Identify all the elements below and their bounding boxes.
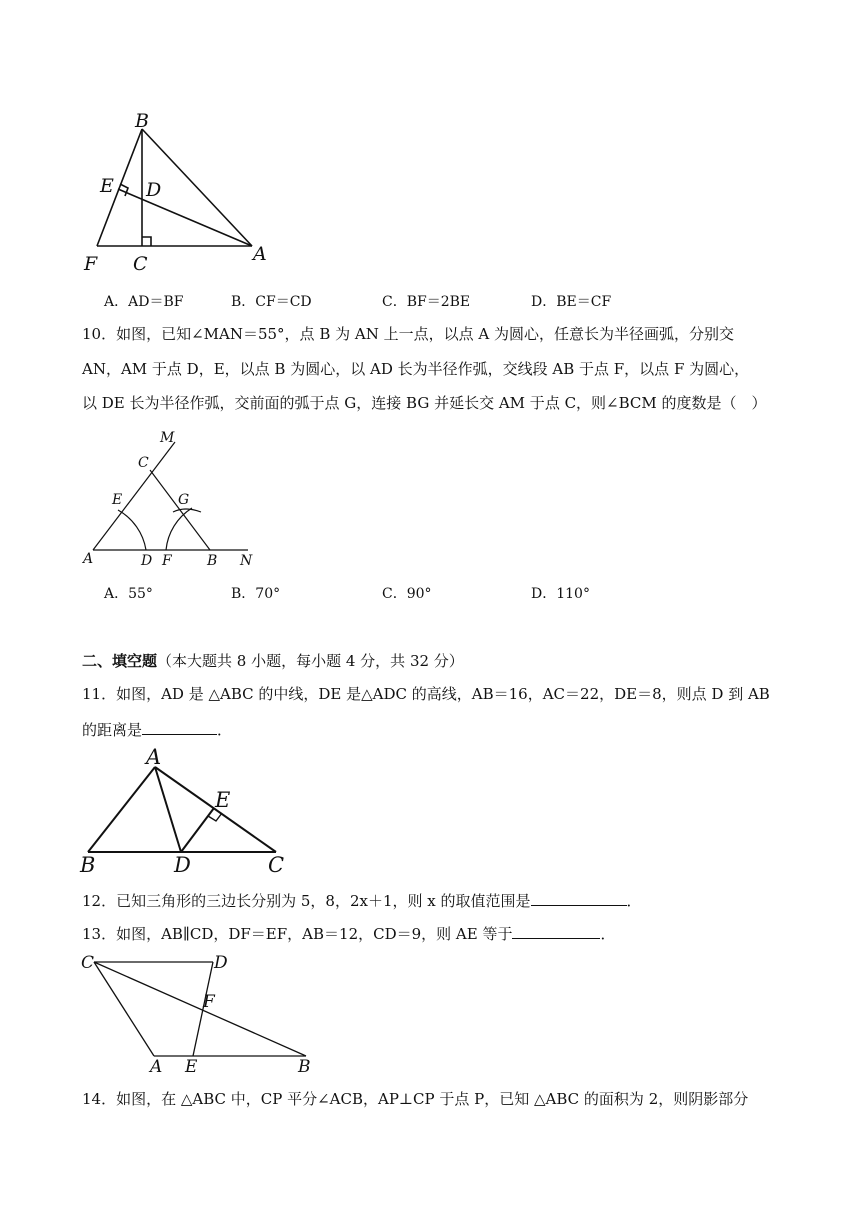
q11-line-2 (82, 718, 232, 740)
q11-prompt: 的距离是 (82, 721, 143, 739)
section-heading (82, 650, 464, 671)
segment-de (181, 808, 214, 852)
q9-option-a[interactable]: A．AD＝BF (104, 294, 184, 310)
segment-ad (155, 767, 181, 852)
q12-prompt: 12．已知三角形的三边长分别为 5，8，2x＋1，则 x 的取值范围是 (82, 892, 531, 910)
label-a: A (83, 551, 94, 567)
label-c: C (138, 455, 149, 471)
q13-answer-blank[interactable] (512, 922, 600, 939)
right-angle-mark-c (142, 237, 151, 246)
q10-line-2: AN，AM 于点 D，E，以点 B 为圆心，以 AD 长为半径作弧，交线段 AB 于点 F，以点 F 为圆心， (82, 360, 750, 378)
label-e: E (100, 175, 114, 197)
q13-period: ． (600, 925, 616, 943)
figure-q13 (80, 948, 320, 1078)
label-n: N (240, 553, 253, 569)
label-d: D (214, 953, 228, 973)
q9-option-c[interactable]: C．BF＝2BE (382, 294, 471, 310)
q10-option-d[interactable]: D．110° (531, 586, 590, 602)
arc-de (118, 510, 146, 550)
figure-q11 (80, 745, 300, 880)
label-a: A (146, 745, 162, 769)
q13-prompt: 13．如图，AB∥CD，DF＝EF，AB＝12，CD＝9，则 AE 等于 (82, 925, 513, 943)
q10-option-c[interactable]: C．90° (382, 586, 432, 602)
label-g: G (178, 492, 190, 508)
label-b: B (135, 110, 149, 132)
segment-ab (88, 767, 155, 852)
q10-line-1: 10．如图，已知∠MAN＝55°，点 B 为 AN 上一点，以点 A 为圆心，任意长为半径画弧，分别交 (82, 325, 734, 343)
q10-line-3: 以 DE 长为半径作弧，交前面的弧于点 G，连接 BG 并延长交 AM 于点 C，则∠BCM 的度数是（ ） (82, 394, 767, 412)
arc-fg (166, 508, 192, 550)
label-a: A (150, 1057, 163, 1077)
section-title: 二、填空题 (82, 652, 158, 670)
figure-q10 (80, 430, 280, 570)
q10-option-a[interactable]: A．55° (104, 586, 153, 602)
q12-answer-blank[interactable] (531, 889, 627, 906)
q11-period: ． (217, 721, 233, 739)
label-m: M (160, 430, 175, 446)
label-c: C (81, 953, 95, 973)
q9-option-d[interactable]: D．BE＝CF (531, 294, 612, 310)
q11-line-1: 11．如图，AD 是 △ABC 的中线，DE 是△ADC 的高线，AB＝16，AC＝22，DE＝8，则点 D 到 AB (82, 685, 770, 703)
label-f: F (162, 553, 172, 569)
q14: 14．如图，在 △ABC 中，CP 平分∠ACB，AP⊥CP 于点 P，已知 △ABC 的面积为 2，则阴影部分 (82, 1090, 749, 1108)
label-c: C (133, 253, 148, 275)
label-b: B (298, 1057, 311, 1077)
label-e: E (215, 788, 231, 812)
q12-period: ． (626, 892, 642, 910)
label-a: A (253, 243, 267, 265)
label-d: D (141, 553, 153, 569)
q12 (82, 889, 642, 911)
label-d: D (146, 179, 162, 201)
q9-option-b[interactable]: B．CF＝CD (231, 294, 312, 310)
figure-q9 (80, 108, 280, 275)
label-f: F (203, 992, 215, 1012)
q13 (82, 922, 616, 944)
segment-cb (94, 962, 306, 1056)
q11-answer-blank[interactable] (142, 718, 217, 735)
label-e: E (185, 1057, 198, 1077)
ray-am (93, 442, 175, 550)
label-e: E (112, 492, 123, 508)
section-note: （本大题共 8 小题，每小题 4 分，共 32 分） (157, 652, 464, 670)
label-d: D (174, 853, 191, 877)
label-c: C (268, 853, 285, 877)
label-b: B (207, 553, 218, 569)
label-f: F (84, 253, 98, 275)
q10-option-b[interactable]: B．70° (231, 586, 281, 602)
label-b: B (80, 853, 96, 877)
segment-ca (94, 962, 154, 1056)
segment-ea (118, 189, 252, 246)
